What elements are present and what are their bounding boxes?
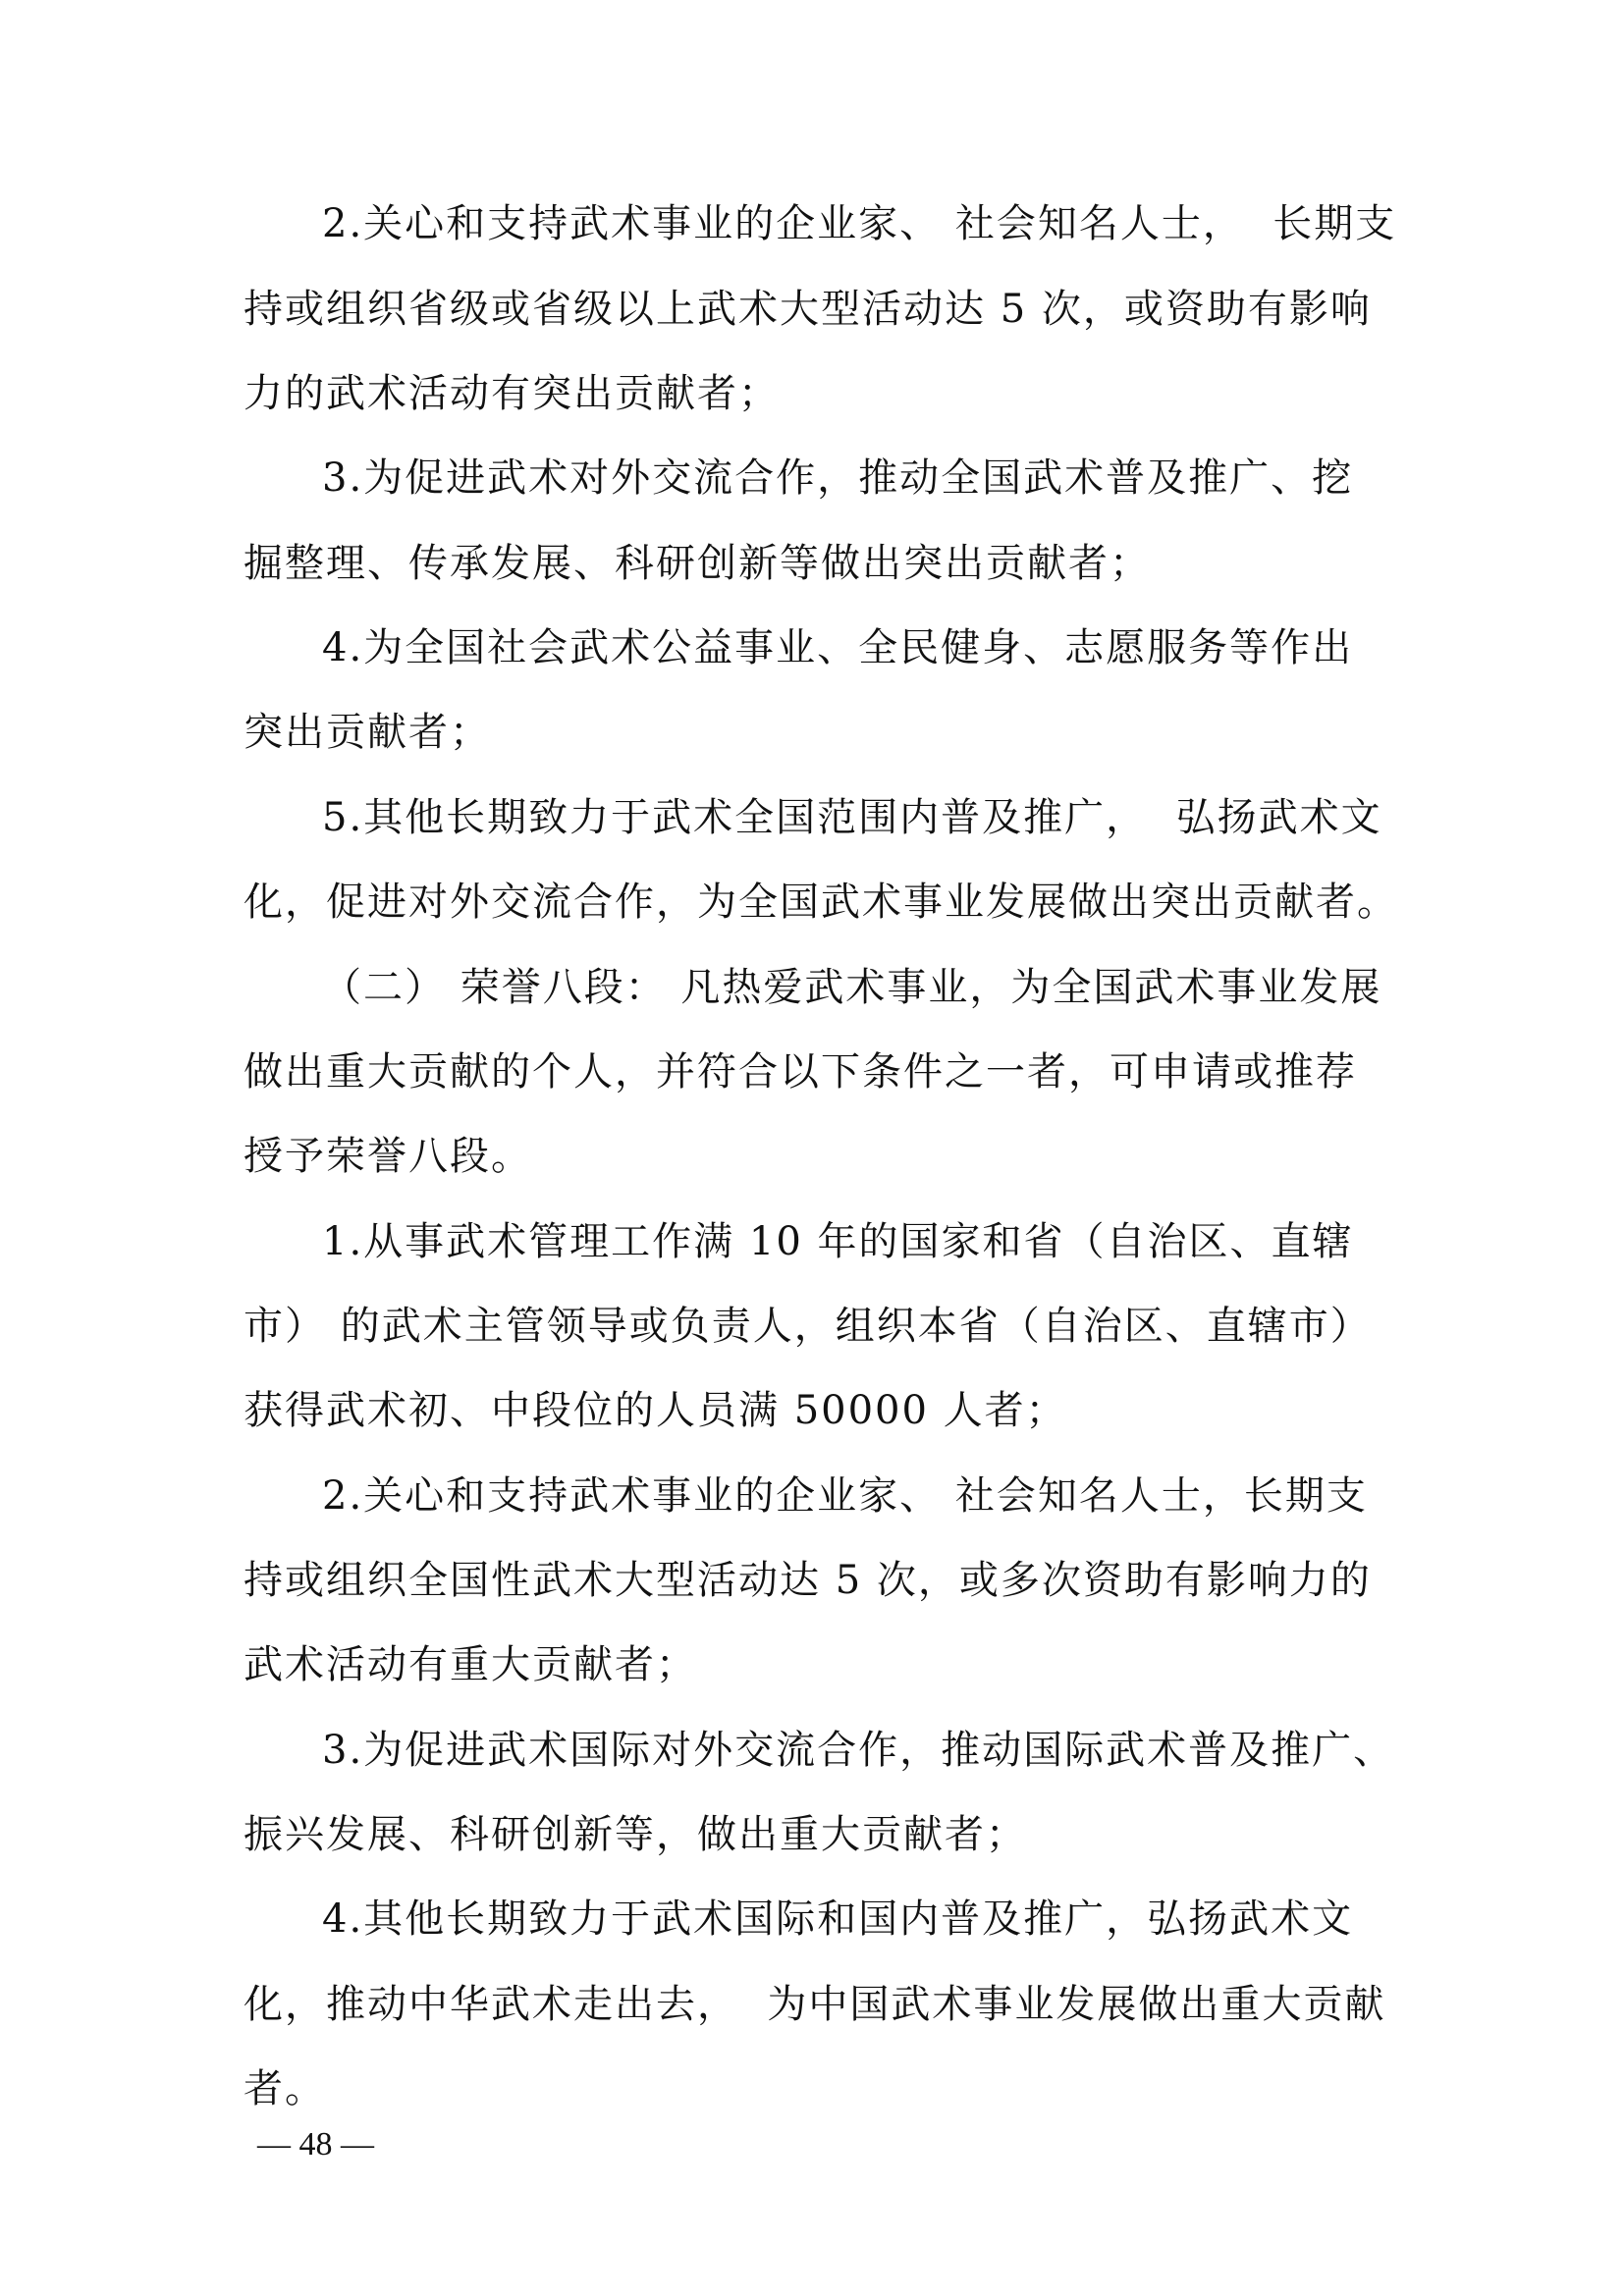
text-line: 3.为促进武术国际对外交流合作，推动国际武术普及推广、: [322, 1728, 1395, 1773]
text-line: 2.关心和支持武术事业的企业家、 社会知名人士，长期支: [322, 1473, 1368, 1519]
text-line: 化，推动中华武术走出去， 为中国武术事业发展做出重大贡献: [244, 1982, 1386, 2027]
text-line: 1.从事武术管理工作满 10 年的国家和省（自治区、直辖: [322, 1219, 1354, 1264]
text-line: 做出重大贡献的个人，并符合以下条件之一者，可申请或推荐: [244, 1049, 1357, 1095]
text-line: 4.其他长期致力于武术国际和国内普及推广，弘扬武术文: [322, 1896, 1354, 1942]
text-line: 武术活动有重大贡献者；: [244, 1642, 697, 1687]
text-line: 突出贡献者；: [244, 710, 491, 755]
text-line: 持或组织省级或省级以上武术大型活动达 5 次，或资助有影响: [244, 287, 1372, 332]
page-number: — 48 —: [257, 2126, 374, 2163]
text-line: 化，促进对外交流合作，为全国武术事业发展做出突出贡献者。: [244, 880, 1398, 925]
text-line: 者。: [244, 2066, 326, 2111]
text-line: 授予荣誉八段。: [244, 1134, 532, 1179]
text-line: 力的武术活动有突出贡献者；: [244, 371, 780, 416]
text-line: 4.为全国社会武术公益事业、全民健身、志愿服务等作出: [322, 625, 1354, 670]
text-line: 掘整理、传承发展、科研创新等做出突出贡献者；: [244, 541, 1151, 586]
text-line: 持或组织全国性武术大型活动达 5 次，或多次资助有影响力的: [244, 1558, 1372, 1603]
text-line: 市） 的武术主管领导或负责人，组织本省（自治区、直辖市）: [244, 1304, 1372, 1349]
text-line: （二） 荣誉八段： 凡热爱武术事业，为全国武术事业发展: [322, 965, 1382, 1010]
text-line: 5.其他长期致力于武术全国范围内普及推广， 弘扬武术文: [322, 795, 1382, 840]
text-line: 2.关心和支持武术事业的企业家、 社会知名人士， 长期支: [322, 201, 1397, 246]
text-line: 振兴发展、科研创新等，做出重大贡献者；: [244, 1812, 1027, 1857]
text-line: 3.为促进武术对外交流合作，推动全国武术普及推广、挖: [322, 455, 1354, 501]
text-line: 获得武术初、中段位的人员满 50000 人者；: [244, 1388, 1067, 1433]
